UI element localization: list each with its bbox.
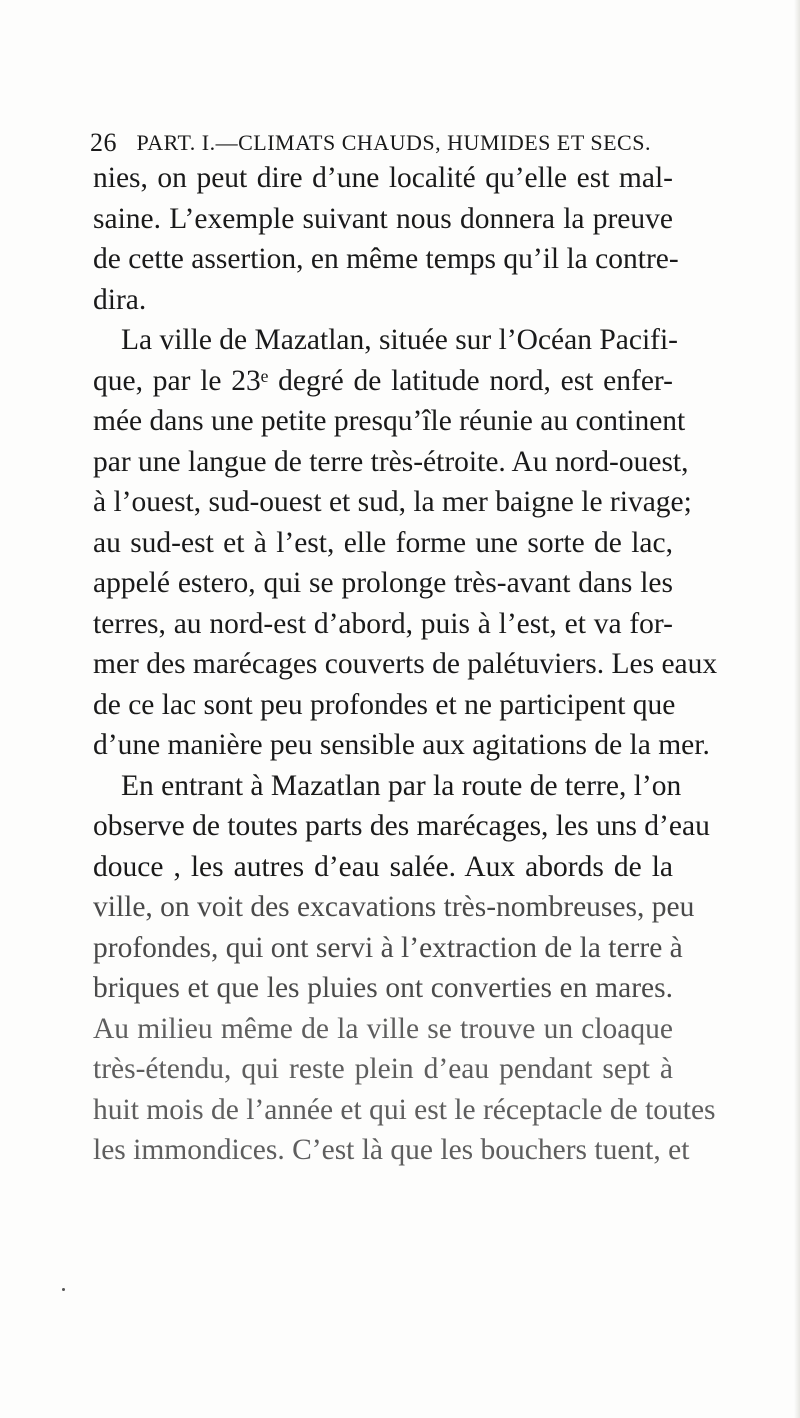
text-line: briques et que les pluies ont converties en mares. — [93, 972, 673, 1004]
text-line: ville, on voit des excavations très-nombreuses, peu — [93, 891, 695, 923]
text-line: douce , les autres d’eau salée. Aux abords de la — [93, 850, 673, 883]
text-line: d’une manière peu sensible aux agitations de la mer. — [93, 729, 710, 761]
text-line: terres, au nord-est d’abord, puis à l’est, et va for- — [93, 607, 673, 640]
text-line: les immondices. C’est là que les bouchers tuent, et — [93, 1134, 690, 1166]
text-line: appelé estero, qui se prolonge très-avant dans les — [93, 567, 673, 599]
text-line: saine. L’exemple suivant nous donnera la preuve — [93, 202, 673, 235]
text-line: mer des marécages couverts de palétuviers. Les eaux — [93, 648, 718, 680]
text-line: très-étendu, qui reste plein d’eau pendant sept à — [93, 1053, 673, 1085]
text-line: La ville de Mazatlan, située sur l’Océan Pacifi- — [121, 324, 678, 356]
text-line: que, par le 23ᵉ degré de latitude nord, est enfer- — [93, 364, 673, 397]
text-line: à l’ouest, sud-ouest et sud, la mer baigne le rivage; — [93, 486, 692, 518]
running-header — [90, 128, 690, 162]
text-line: Au milieu même de la ville se trouve un cloaque — [93, 1012, 673, 1045]
page-edge-shadow — [794, 0, 800, 1418]
text-line: mée dans une petite presqu’île réunie au continent — [93, 405, 686, 437]
text-line: de cette assertion, en même temps qu’il la contre- — [93, 243, 679, 275]
page-number: 26 — [90, 128, 117, 157]
margin-speck — [62, 1288, 65, 1291]
text-line: de ce lac sont peu profondes et ne participent que — [93, 688, 676, 721]
text-line: au sud-est et à l’est, elle forme une sorte de lac, — [93, 526, 673, 559]
text-line: En entrant à Mazatlan par la route de terre, l’on — [121, 769, 682, 802]
text-line: profondes, qui ont servi à l’extraction de la terre à — [93, 931, 683, 964]
text-line: huit mois de l’année et qui est le réceptacle de toutes — [93, 1093, 716, 1126]
running-title: PART. I.—CLIMATS CHAUDS, HUMIDES ET SECS. — [136, 130, 651, 155]
text-line: dira. — [93, 283, 147, 316]
text-line: observe de toutes parts des marécages, les uns d’eau — [93, 810, 710, 842]
body-text — [93, 158, 718, 1171]
text-line: par une langue de terre très-étroite. Au nord-ouest, — [93, 445, 689, 478]
text-line: nies, on peut dire d’une localité qu’elle est mal- — [93, 162, 673, 194]
